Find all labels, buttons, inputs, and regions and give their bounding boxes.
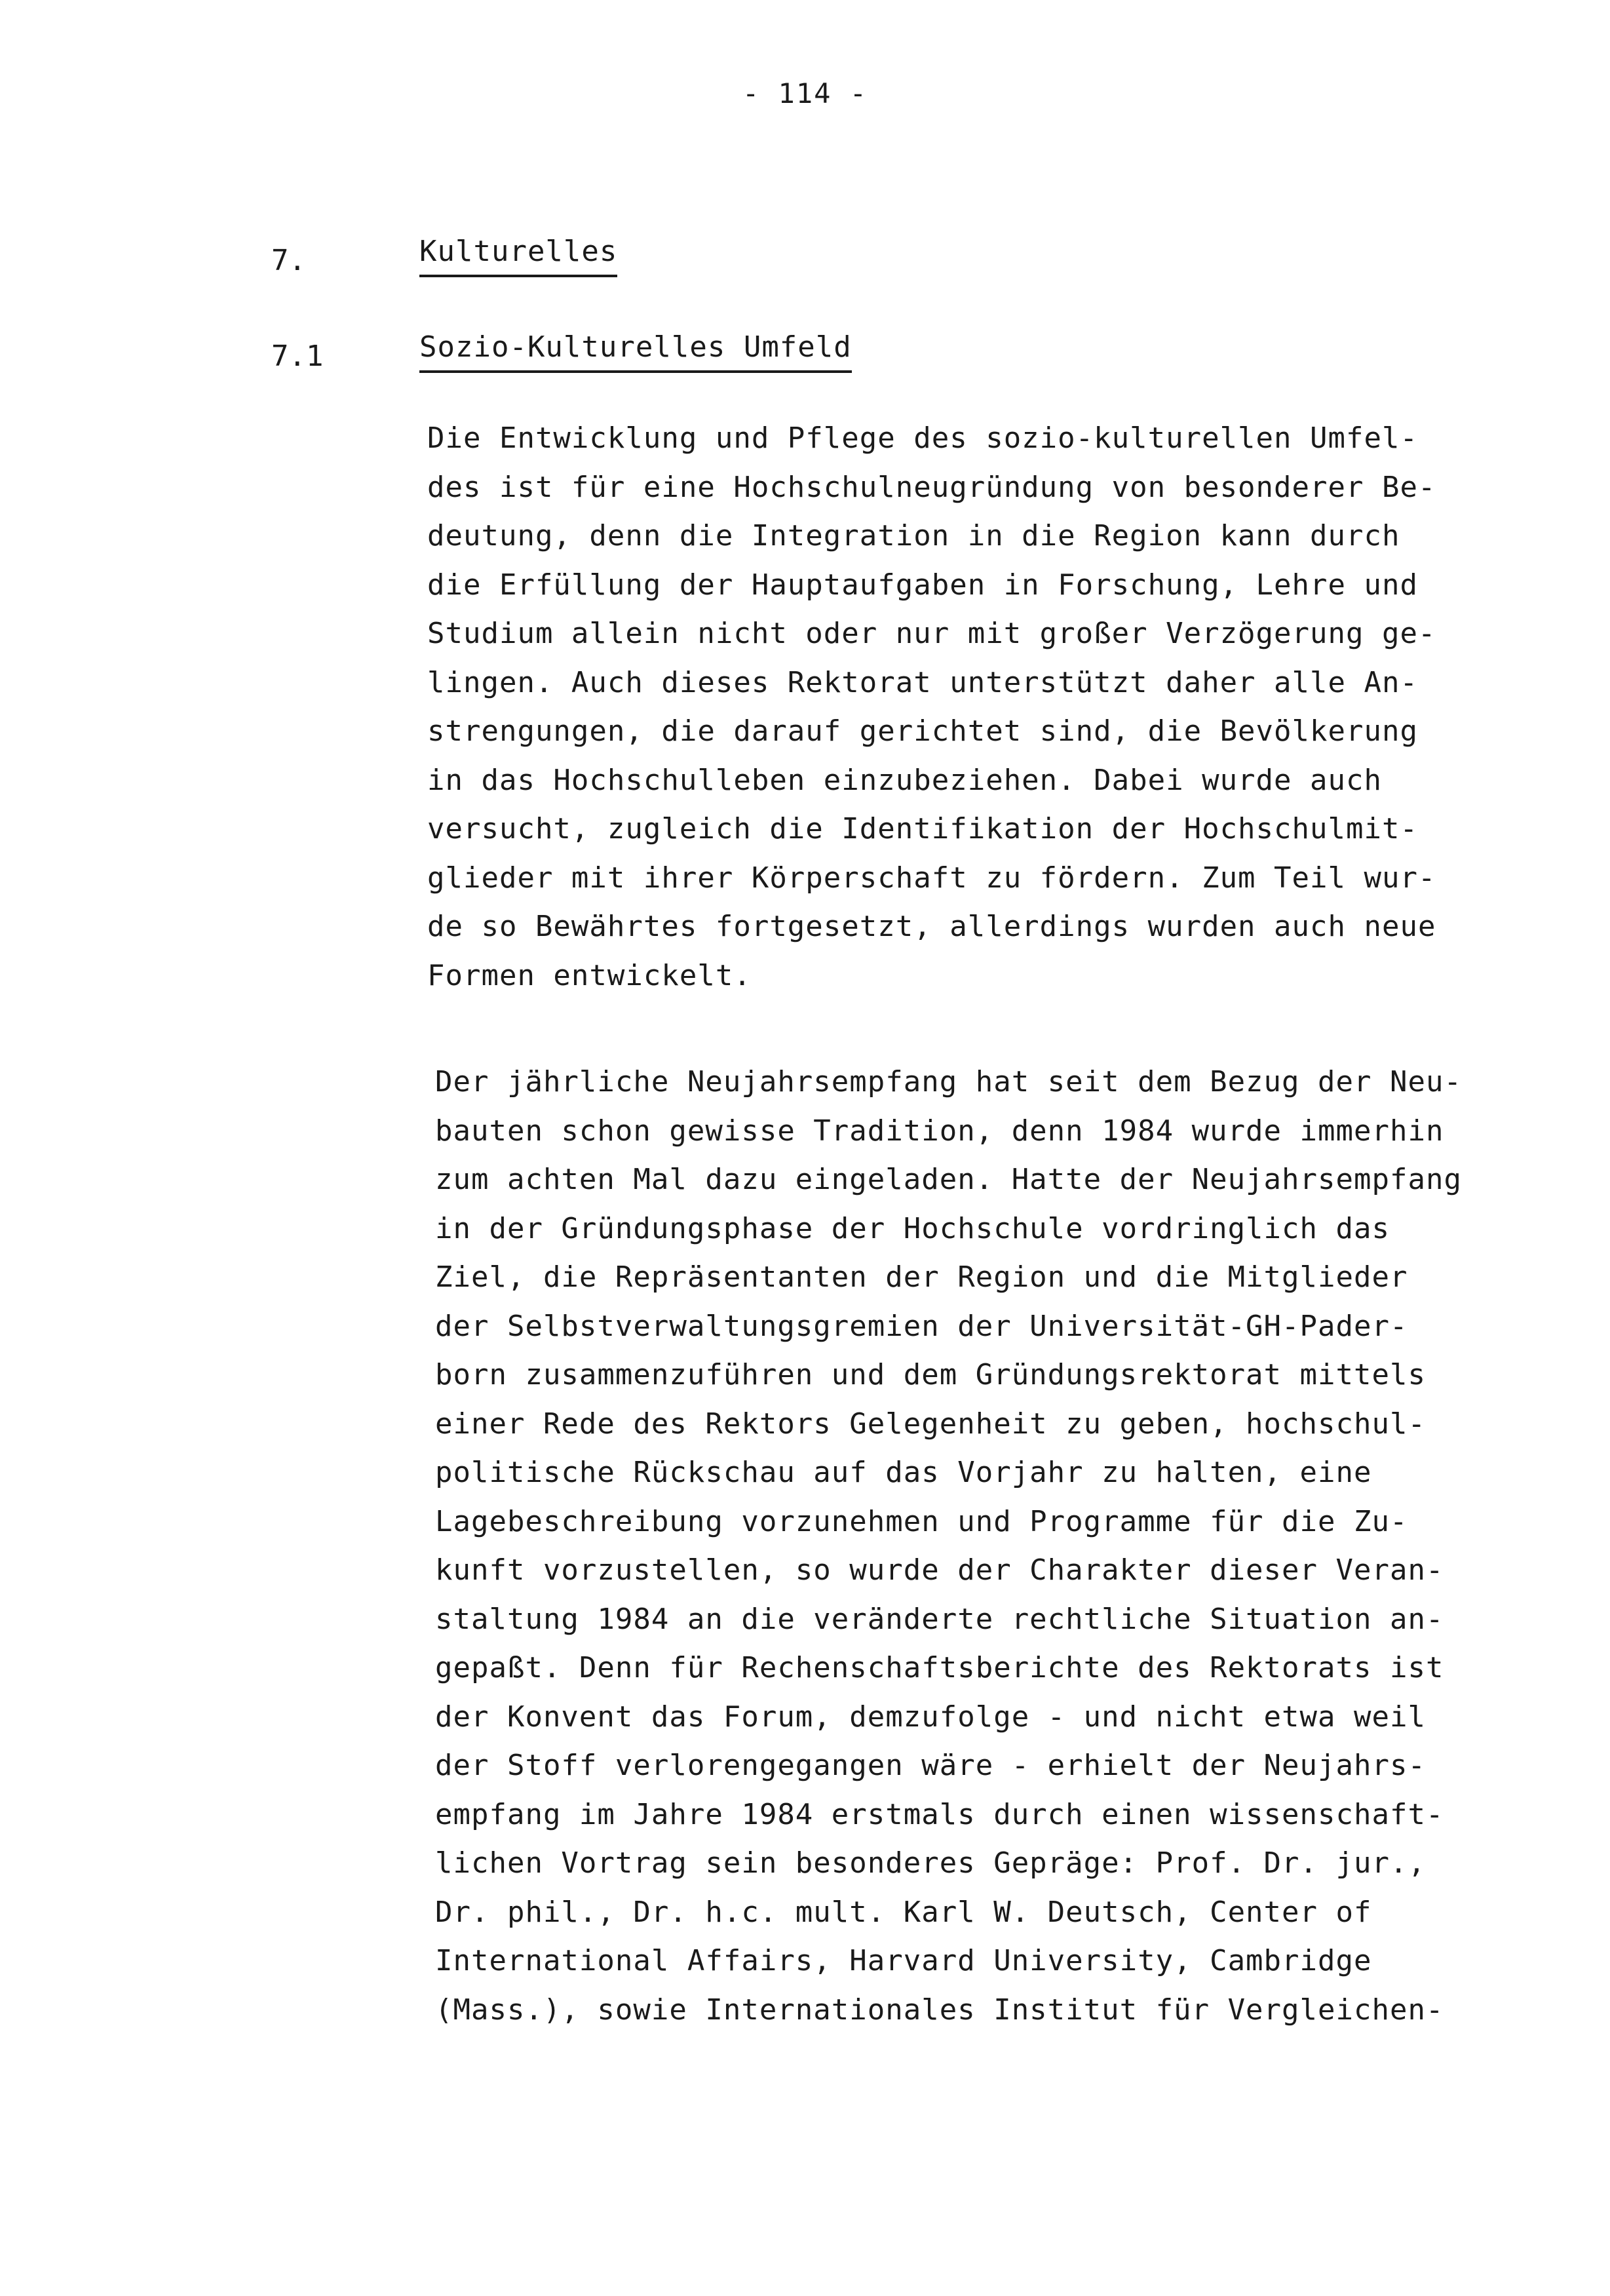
text-line: der Selbstverwaltungsgremien der Universität-GH-Pader-: [435, 1309, 1408, 1343]
text-line: der Konvent das Forum, demzufolge - und nicht etwa weil: [435, 1700, 1426, 1734]
text-line: der Stoff verlorengegangen wäre - erhielt der Neujahrs-: [435, 1749, 1426, 1782]
text-line: strengungen, die darauf gerichtet sind, die Bevölkerung: [427, 714, 1418, 748]
section-number-7-1: 7.1: [271, 340, 324, 373]
text-line: gepaßt. Denn für Rechenschaftsberichte des Rektorats ist: [435, 1651, 1444, 1684]
text-line: in das Hochschulleben einzubeziehen. Dabei wurde auch: [427, 763, 1382, 797]
text-line: (Mass.), sowie Internationales Institut für Vergleichen-: [435, 1993, 1444, 2027]
text-line: Die Entwicklung und Pflege des sozio-kulturellen Umfel-: [427, 421, 1418, 455]
section-number-7: 7.: [271, 244, 306, 277]
text-line: kunft vorzustellen, so wurde der Charakter dieser Veran-: [435, 1553, 1444, 1587]
text-line: deutung, denn die Integration in die Region kann durch: [427, 519, 1400, 553]
text-line: Formen entwickelt.: [427, 958, 752, 992]
text-line: born zusammenzuführen und dem Gründungsrektorat mittels: [435, 1358, 1426, 1391]
text-line: Studium allein nicht oder nur mit großer Verzögerung ge-: [427, 617, 1436, 650]
text-line: Ziel, die Repräsentanten der Region und die Mitglieder: [435, 1260, 1408, 1294]
text-line: empfang im Jahre 1984 erstmals durch einen wissenschaft-: [435, 1797, 1444, 1831]
text-line: versucht, zugleich die Identifikation der Hochschulmit-: [427, 812, 1418, 846]
text-line: in der Gründungsphase der Hochschule vordringlich das: [435, 1211, 1390, 1245]
paragraph-neujahrsempfang: [435, 1058, 1462, 2034]
text-line: glieder mit ihrer Körperschaft zu fördern. Zum Teil wur-: [427, 861, 1436, 895]
text-line: zum achten Mal dazu eingeladen. Hatte der Neujahrsempfang: [435, 1163, 1462, 1196]
text-line: International Affairs, Harvard University, Cambridge: [435, 1944, 1372, 1977]
text-line: bauten schon gewisse Tradition, denn 1984 wurde immerhin: [435, 1114, 1444, 1148]
text-line: einer Rede des Rektors Gelegenheit zu geben, hochschul-: [435, 1407, 1426, 1441]
text-line: de so Bewährtes fortgesetzt, allerdings wurden auch neue: [427, 910, 1436, 943]
paragraph-umfeld: [427, 414, 1436, 1000]
text-line: Lagebeschreibung vorzunehmen und Programme für die Zu-: [435, 1504, 1408, 1538]
text-line: Der jährliche Neujahrsempfang hat seit dem Bezug der Neu-: [435, 1065, 1462, 1099]
text-line: politische Rückschau auf das Vorjahr zu halten, eine: [435, 1456, 1372, 1489]
page-number: - 114 -: [742, 77, 868, 109]
text-line: staltung 1984 an die veränderte rechtliche Situation an-: [435, 1602, 1444, 1636]
text-line: lichen Vortrag sein besonderes Gepräge: Prof. Dr. jur.,: [435, 1846, 1426, 1880]
text-line: lingen. Auch dieses Rektorat unterstützt daher alle An-: [427, 665, 1418, 699]
section-title-sozio-kulturelles-umfeld: Sozio-Kulturelles Umfeld: [419, 330, 852, 373]
text-line: die Erfüllung der Hauptaufgaben in Forschung, Lehre und: [427, 568, 1418, 602]
text-line: Dr. phil., Dr. h.c. mult. Karl W. Deutsch, Center of: [435, 1895, 1372, 1929]
section-title-kulturelles: Kulturelles: [419, 235, 617, 277]
text-line: des ist für eine Hochschulneugründung von besonderer Be-: [427, 470, 1436, 504]
